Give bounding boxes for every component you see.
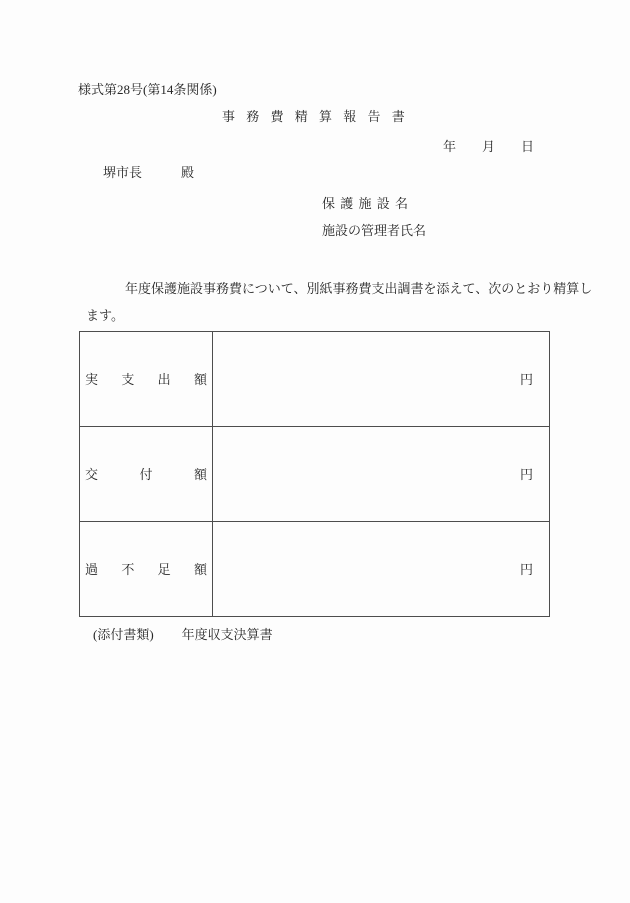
form-number: 様式第28号(第14条関係) xyxy=(78,82,217,97)
attachment-label: (添付書類) xyxy=(93,627,154,642)
attachment-note xyxy=(80,615,273,654)
addressee-line: 堺市長 殿 xyxy=(103,165,195,180)
row-label: 実 支 出 額 xyxy=(85,371,207,387)
facility-name-label: 保 護 施 設 名 xyxy=(322,196,410,211)
table-row-actual-expenditure xyxy=(80,332,550,427)
row-label-cell xyxy=(80,332,213,427)
yen-unit: 円 xyxy=(519,561,533,577)
amount-value-cell xyxy=(213,332,550,427)
date-line: 年 月 日 xyxy=(443,139,535,154)
document-title: 事 務 費 精 算 報 告 書 xyxy=(222,109,409,124)
attachment-value: 年度収支決算書 xyxy=(181,627,273,642)
yen-unit: 円 xyxy=(519,371,533,387)
table-row-surplus-deficit xyxy=(80,522,550,617)
row-label-cell xyxy=(80,522,213,617)
manager-name-label: 施設の管理者氏名 xyxy=(322,223,427,238)
row-label: 交 付 額 xyxy=(85,466,207,482)
amount-table xyxy=(79,331,550,617)
table-row-grant-amount xyxy=(80,427,550,522)
body-paragraph-line: ます。 xyxy=(86,308,124,323)
amount-value-cell xyxy=(213,427,550,522)
body-paragraph-line: 年度保護施設事務費について、別紙事務費支出調書を添えて、次のとおり精算し xyxy=(125,281,593,296)
row-label-cell xyxy=(80,427,213,522)
amount-value-cell xyxy=(213,522,550,617)
row-label: 過 不 足 額 xyxy=(85,561,207,577)
yen-unit: 円 xyxy=(519,466,533,482)
